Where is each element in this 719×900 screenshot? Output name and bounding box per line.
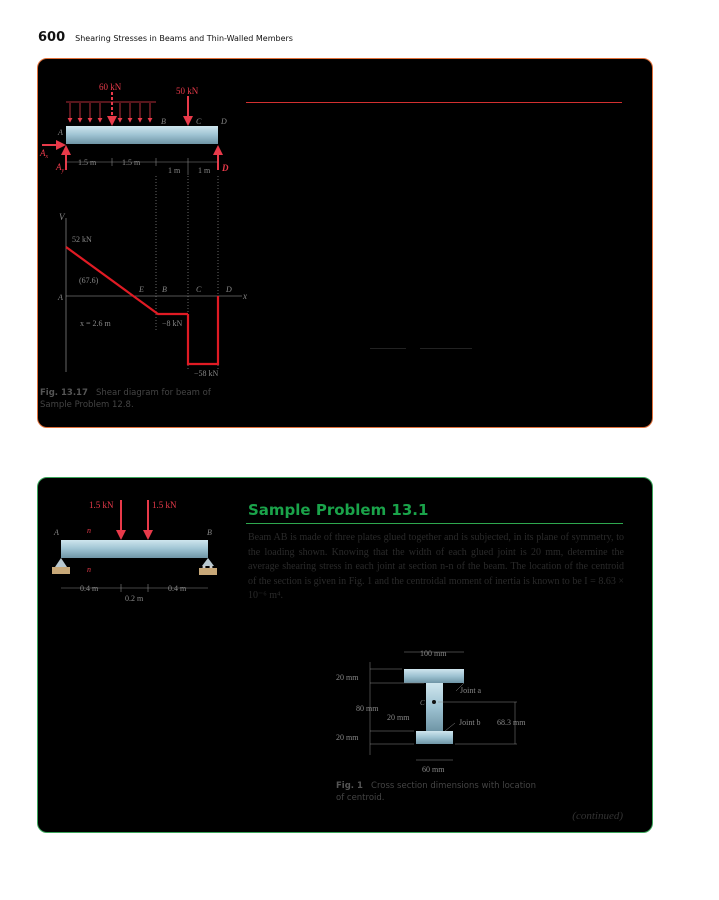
cs-20a: 20 mm xyxy=(336,673,359,682)
reaction-d: D xyxy=(222,163,229,173)
v-xdim: x = 2.6 m xyxy=(80,319,111,328)
centroid-marker xyxy=(432,700,436,704)
pt-c: C xyxy=(196,117,202,126)
load2-label: 1.5 kN xyxy=(152,500,177,510)
v-m8: −8 kN xyxy=(162,319,183,328)
v-52: 52 kN xyxy=(72,235,92,244)
support-a xyxy=(52,558,70,574)
axis-v: V xyxy=(59,212,65,222)
fig1-caption-text: Cross section dimensions with location of centroid. xyxy=(336,781,536,803)
v-pt-b: B xyxy=(162,285,167,294)
v-pt-e: E xyxy=(139,285,144,294)
dim-3: 1 m xyxy=(168,166,181,175)
sp-beam xyxy=(61,540,208,558)
support-b xyxy=(199,558,217,575)
pt-b: B xyxy=(161,117,166,126)
v-pt-c: C xyxy=(196,285,202,294)
reaction-ay: $A_y$ xyxy=(56,162,65,174)
pt-d: D xyxy=(221,117,227,126)
reaction-ax: $A_x$ xyxy=(40,148,49,160)
cs-60: 60 mm xyxy=(422,765,445,774)
sp-pt-a: A xyxy=(54,528,59,537)
sample-problem-rule xyxy=(246,523,623,524)
load1-label: 1.5 kN xyxy=(89,500,114,510)
axis-x: x xyxy=(243,291,247,301)
cs-joint-a: Joint a xyxy=(460,686,482,695)
n-top: n xyxy=(87,526,91,535)
cs-80: 80 mm xyxy=(356,704,379,713)
v-pt-d: D xyxy=(226,285,232,294)
cs-100: 100 mm xyxy=(420,649,447,658)
dim-1: 1.5 m xyxy=(78,158,97,167)
v-area: (67.6) xyxy=(79,276,99,285)
continued-label: (continued) xyxy=(572,810,623,822)
pt-a: A xyxy=(58,128,63,137)
sample-problem-title: Sample Problem 13.1 xyxy=(248,501,429,519)
v-m58: −58 kN xyxy=(194,369,219,378)
cs-20w: 20 mm xyxy=(387,713,410,722)
caption-text: Shear diagram for beam of Sample Problem 12.8. xyxy=(40,388,211,410)
sp-dim-r: 0.4 m xyxy=(168,584,187,593)
sample-problem-statement: Beam AB is made of three plates glued together and is subjected, in its plane of symmetry, to the loading shown. Knowing that the width of each glued joint is 20 mm, determine the average shearing stress in each joint at section n-n of the beam. The location of the centroid of the section is given in Fig. 1 and the centroidal moment of inertia is known to be I = 8.63 × 10⁻⁶ m⁴. xyxy=(248,532,624,601)
dim-4: 1 m xyxy=(198,166,211,175)
n-bot: n xyxy=(87,565,91,574)
page-number: 600 xyxy=(38,30,66,45)
sp-dim-l: 0.4 m xyxy=(80,584,99,593)
fig-1-caption xyxy=(336,780,536,804)
cs-centroid-label: C xyxy=(420,699,425,707)
running-title: Shearing Stresses in Beams and Thin-Walled Members xyxy=(75,34,293,43)
cross-section xyxy=(404,669,464,744)
load-50-label: 50 kN xyxy=(176,86,199,96)
v-pt-a: A xyxy=(58,293,63,302)
sp-dim-mid: 0.2 m xyxy=(125,594,144,603)
cs-joint-b: Joint b xyxy=(459,718,481,727)
caption-label: Fig. 13.17 xyxy=(40,388,88,398)
dim-2: 1.5 m xyxy=(122,158,141,167)
sp-pt-b: B xyxy=(207,528,212,537)
load-60-label: 60 kN xyxy=(99,82,122,92)
cs-683: 68.3 mm xyxy=(497,718,526,727)
cs-20b: 20 mm xyxy=(336,733,359,742)
fig1-caption-label: Fig. 1 xyxy=(336,781,363,791)
point-load-1-arrow xyxy=(116,500,126,540)
